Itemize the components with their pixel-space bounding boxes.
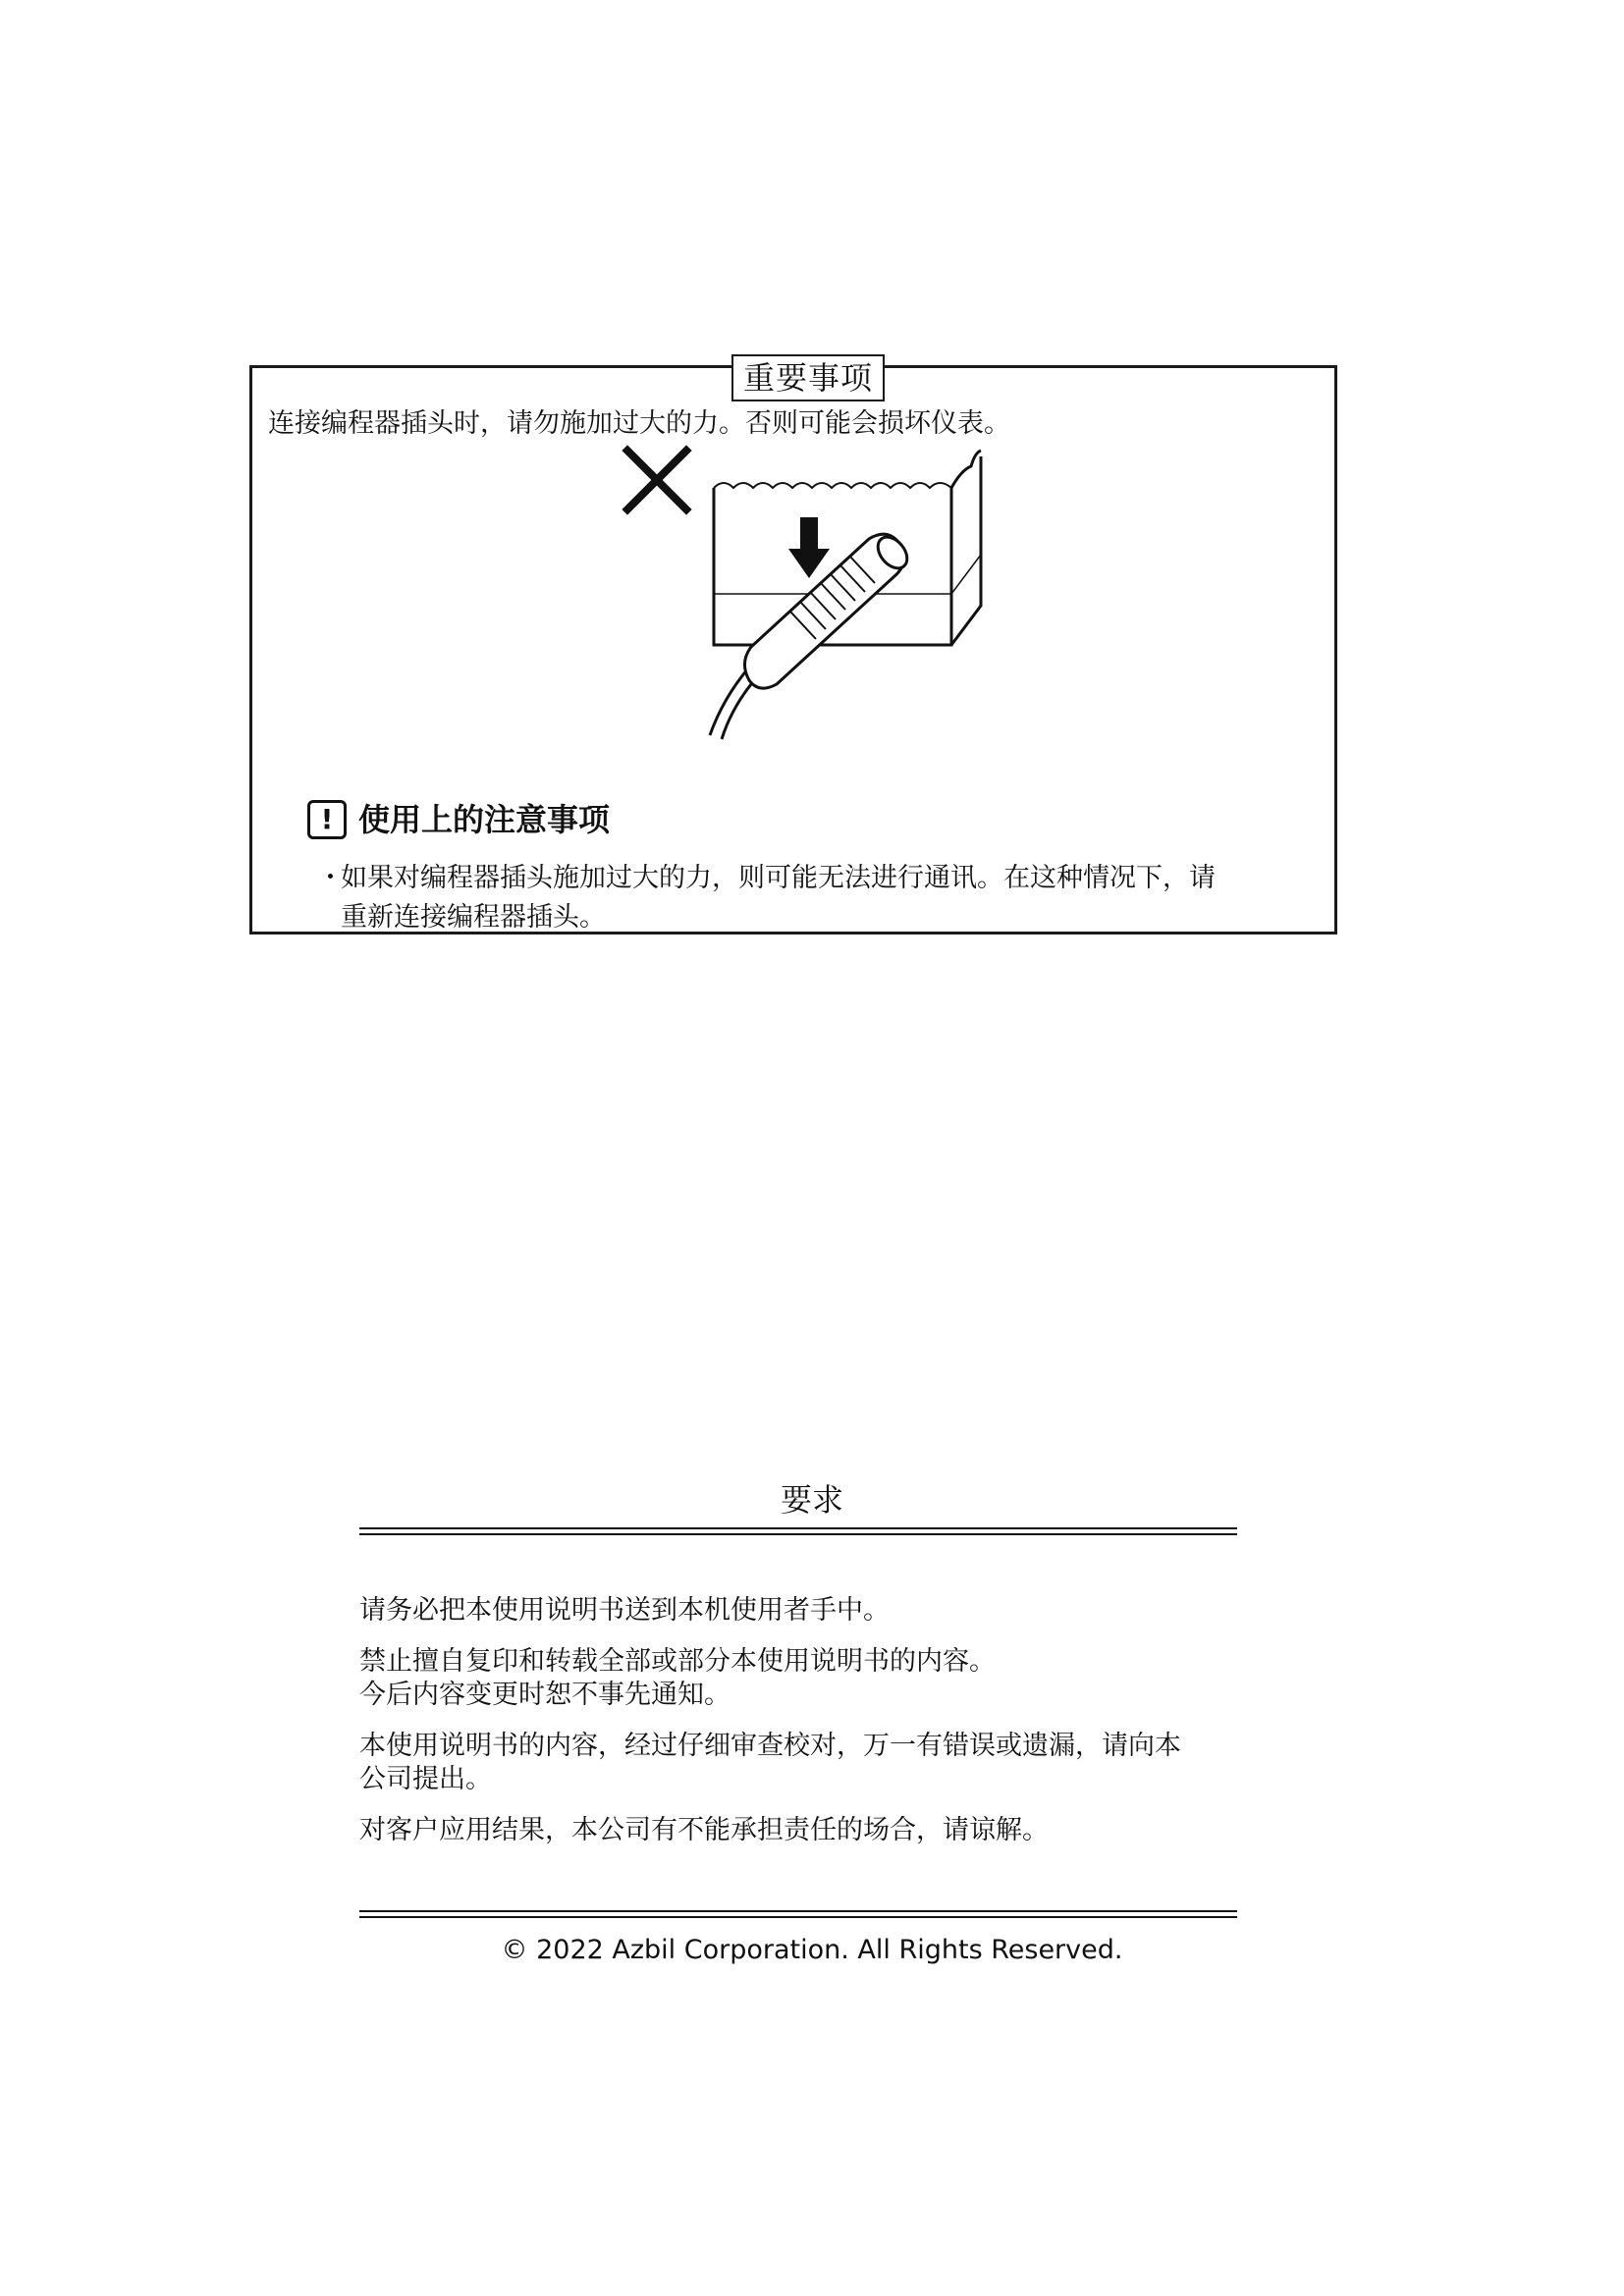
requirement-3-line-2: 公司提出。 [359, 1764, 492, 1794]
programmer-plug [744, 531, 912, 688]
requirements-body [359, 1594, 1237, 1865]
notice-text: 连接编程器插头时，请勿施加过大的力。否则可能会损坏仪表。 [268, 408, 1010, 439]
caution-line-1: 如果对编程器插头施加过大的力，则可能无法进行通讯。在这种情况下，请 [341, 863, 1216, 893]
caution-heading [307, 800, 610, 839]
prohibited-x-icon [627, 451, 686, 509]
requirement-2-line-2: 今后内容变更时恕不事先通知。 [359, 1680, 731, 1710]
requirement-paragraph-1: 请务必把本使用说明书送到本机使用者手中。 [359, 1595, 890, 1626]
requirements-title: 要求 [780, 1481, 843, 1519]
double-divider-top [359, 1527, 1237, 1535]
down-arrow-icon [788, 517, 830, 578]
connector-illustration [616, 439, 1008, 753]
caution-text [317, 859, 1283, 937]
important-notice-box [249, 359, 1337, 934]
requirement-3-line-1: 本使用说明书的内容，经过仔细审查校对，万一有错误或遗漏，请向本 [359, 1731, 1181, 1761]
double-divider-bottom [359, 1910, 1237, 1918]
caution-line-2: 重新连接编程器插头。 [341, 902, 606, 933]
requirement-paragraph-4: 对客户应用结果，本公司有不能承担责任的场合，请谅解。 [359, 1815, 1049, 1845]
copyright-notice: © 2022 Azbil Corporation. All Rights Reserved. [501, 1935, 1123, 1965]
bullet-mark: ・ [317, 863, 344, 893]
requirement-paragraph-2 [359, 1645, 1237, 1712]
notice-title: 重要事项 [731, 354, 885, 401]
requirement-paragraph-3 [359, 1730, 1237, 1796]
requirement-2-line-1: 禁止擅自复印和转载全部或部分本使用说明书的内容。 [359, 1646, 996, 1677]
caution-title: 使用上的注意事项 [358, 801, 611, 838]
exclamation-icon: ! [307, 800, 347, 839]
